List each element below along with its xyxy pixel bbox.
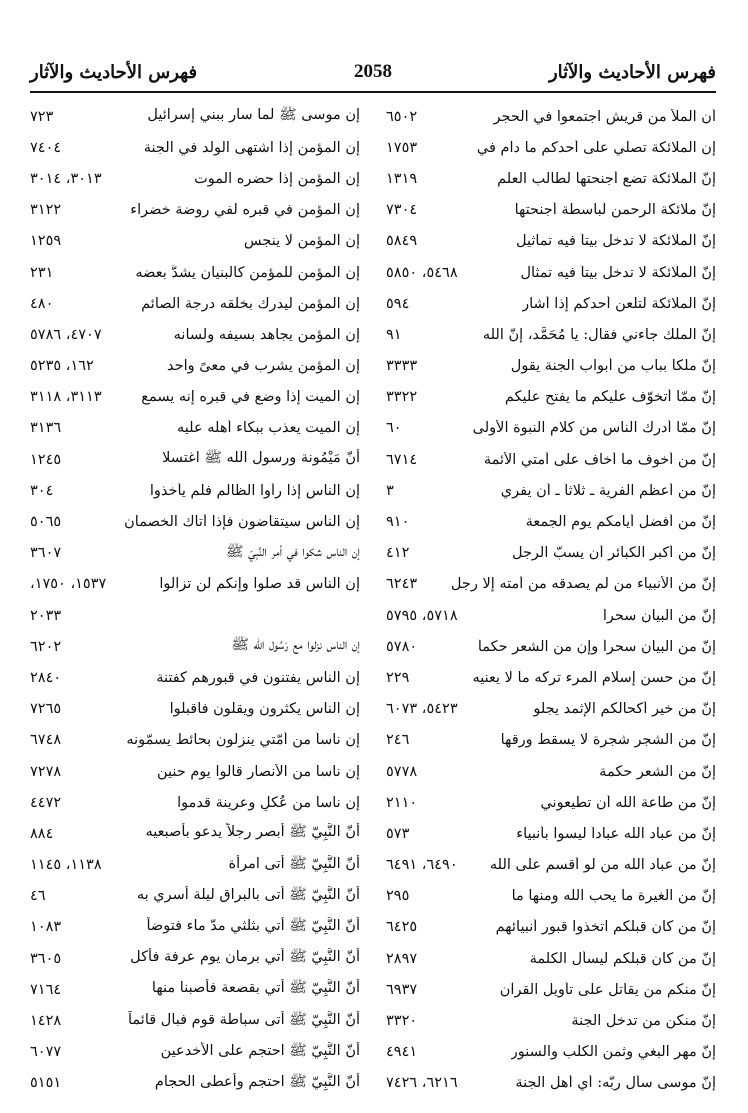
hadith-text: إنّ من البيان سحراً وإن من الشعر حكماً — [477, 638, 716, 655]
hadith-text: إن موسى ﷺ لما سار ببني إسرائيل — [147, 107, 360, 124]
index-entry — [30, 1068, 360, 1099]
hadith-text: إنّ من عباد الله من لو أقسم على الله — [489, 857, 716, 874]
hadith-text: إنّ من طاعة الله أن تطيعوني — [540, 794, 716, 811]
index-entry — [386, 850, 716, 881]
index-entry — [30, 943, 360, 974]
hadith-text: إن الناس سيتقاضون فإذا أتاك الخصمان — [124, 514, 360, 531]
hadith-ref-number: ٣ — [386, 482, 394, 499]
index-entry — [30, 382, 360, 413]
hadith-text: إنّ من الشجر شجرة لا يسقط ورقها — [500, 732, 716, 749]
hadith-text: إنّ من خير أكحالكم الإثمد يجلو — [533, 701, 716, 718]
index-entry — [386, 725, 716, 756]
hadith-ref-number: ٤٨٠ — [30, 295, 54, 312]
index-entry — [386, 101, 716, 132]
index-entry — [30, 444, 360, 475]
index-entry — [386, 475, 716, 506]
hadith-ref-number: ٦٢٤٣ — [386, 576, 418, 593]
left-column — [30, 101, 360, 1113]
hadith-text: إنّ الملائكة لا تدخل بيتاً فيه تمثال — [520, 264, 716, 281]
hadith-ref-number: ٥٧٧٨ — [386, 763, 418, 780]
index-entry — [386, 1005, 716, 1036]
hadith-text: إنّ موسى سأل ربّه: أي أهل الجنة — [515, 1075, 716, 1092]
index-entry — [30, 694, 360, 725]
index-entry — [30, 569, 360, 600]
hadith-ref-number: ٤٧٠٧، ٥٧٨٦ — [30, 326, 102, 343]
hadith-ref-number: ٧٤٠٤ — [30, 139, 62, 156]
index-entry — [386, 694, 716, 725]
hadith-ref-number: ٢٣١ — [30, 264, 54, 281]
header-title-right: فهرس الأحاديث والآثار — [548, 61, 716, 83]
index-entry — [386, 382, 716, 413]
hadith-text: إنّ من أخوف ما أخاف على أمتي الأئمة — [483, 451, 716, 468]
hadith-ref-number: ٧٢٣ — [30, 108, 54, 125]
index-entry — [386, 881, 716, 912]
hadith-ref-number: ٩١٠ — [386, 514, 410, 531]
index-entry — [30, 506, 360, 537]
hadith-text: إن المؤمن إذا اشتهى الولد في الجنة — [143, 139, 360, 156]
hadith-text: إنّ من الشعر حكمة — [599, 763, 716, 780]
hadith-ref-number: ٦٧٤٨ — [30, 732, 62, 749]
hadith-ref-number: ٦٢٠٢ — [30, 638, 62, 655]
index-entry — [386, 351, 716, 382]
hadith-text: إنّ ممّا أتخوّف عليكم ما يفتح عليكم — [504, 389, 716, 406]
hadith-ref-number: ٣١٣٦ — [30, 420, 62, 437]
hadith-text: إن ناساً من عُكلٍ وعرينة قدموا — [177, 794, 360, 811]
index-entry — [30, 1005, 360, 1036]
hadith-text: إن المؤمن للمؤمن كالبنيان يشدُّ بعضه — [135, 264, 360, 281]
hadith-text: إنّ ملائكة الرحمن لباسطة أجنحتها — [514, 202, 716, 219]
index-entry — [30, 881, 360, 912]
index-entry — [386, 413, 716, 444]
index-entry — [30, 725, 360, 756]
hadith-ref-number: ١٣١٩ — [386, 170, 418, 187]
index-entry — [30, 288, 360, 319]
hadith-ref-number: ٤٦ — [30, 888, 46, 905]
hadith-ref-number: ٢١١٠ — [386, 794, 418, 811]
index-entry — [386, 943, 716, 974]
hadith-text: إنّ ممّا أدرك الناس من كلام النبوة الأولى — [472, 420, 716, 437]
index-entry — [30, 413, 360, 444]
hadith-ref-number: ٣٣٢٠ — [386, 1013, 418, 1030]
hadith-text: أنّ النَّبِيّ ﷺ احتجم على الأخدعين — [160, 1042, 360, 1059]
hadith-text: إنّ من أفضل أيامكم يوم الجمعة — [525, 514, 716, 531]
hadith-ref-number: ٥٤٦٨، ٥٨٥٠ — [386, 264, 458, 281]
header-title-left: فهرس الأحاديث والآثار — [30, 61, 198, 83]
hadith-ref-number: ٧٣٠٤ — [386, 202, 418, 219]
hadith-text: إن المؤمن يجاهد بسيفه ولسانه — [173, 326, 360, 343]
header-divider — [30, 91, 716, 93]
hadith-ref-number: ١٥٣٧، ١٧٥٠، — [30, 576, 107, 593]
hadith-text: إن الميت إذا وضع في قبره إنه يسمع — [141, 389, 360, 406]
page-number: 2058 — [354, 61, 392, 82]
hadith-ref-number: ٦٤٩٠، ٦٤٩١ — [386, 857, 458, 874]
hadith-ref-number: ١٢٥٩ — [30, 233, 62, 250]
hadith-text: إنّ الملائكة تضع أجنحتها لطالب العلم — [497, 170, 716, 187]
hadith-text: إن الناس يكثرون ويقلون فاقبلوا — [169, 701, 360, 718]
index-entry — [386, 132, 716, 163]
index-entry — [30, 475, 360, 506]
hadith-text: إن الناس إذا رأوا الظالم فلم يأخذوا — [149, 482, 360, 499]
hadith-ref-number: ١١٣٨، ١١٤٥ — [30, 857, 102, 874]
hadith-text: أن الملأ من قريش اجتمعوا في الحجر — [493, 108, 716, 125]
index-entry — [30, 351, 360, 382]
index-entry — [386, 226, 716, 257]
hadith-ref-number: ٥٤٢٣، ٦٠٧٣ — [386, 701, 458, 718]
index-entry — [30, 912, 360, 943]
hadith-ref-number: ٣١٢٢ — [30, 202, 62, 219]
index-entry — [386, 257, 716, 288]
hadith-text: إن الميت يعذب ببكاء أهله عليه — [177, 420, 360, 437]
index-entry — [30, 226, 360, 257]
hadith-ref-number: ٢٨٤٠ — [30, 669, 62, 686]
index-entry — [386, 195, 716, 226]
index-entry — [386, 631, 716, 662]
hadith-ref-number: ٥٧٣ — [386, 825, 410, 842]
hadith-text: إن ناساً من أمّتي ينزلون بحائط يسمّونه — [126, 732, 360, 749]
hadith-text: إن المؤمن إذا حضره الموت — [194, 170, 360, 187]
hadith-text: إنّ ملكاً بباب من أبواب الجنة يقول — [510, 358, 716, 375]
index-entry — [386, 1068, 716, 1099]
hadith-ref-number: ٥٧٨٠ — [386, 638, 418, 655]
index-entry — [30, 756, 360, 787]
index-entry — [386, 319, 716, 350]
index-entry — [30, 101, 360, 132]
hadith-text: إن ناساً من الأنصار قالوا يوم حنين — [156, 763, 360, 780]
hadith-text: أنّ النَّبِيّ ﷺ أبصر رجلاً يدعو بأصبعيه — [145, 824, 360, 841]
hadith-text: أنّ مَيْمُونة ورسول الله ﷺ اغتسلا — [162, 450, 360, 467]
hadith-text: إنّ من البيان سحراً — [602, 607, 716, 624]
hadith-ref-number: ٢٤٦ — [386, 732, 410, 749]
hadith-ref-number: ٨٨٤ — [30, 825, 54, 842]
hadith-ref-number: ٤٤٧٢ — [30, 794, 62, 811]
index-entry — [30, 1037, 360, 1068]
hadith-text: إنّ من أعظم الفرية ـ ثلاثاً ـ أن يفري — [500, 482, 716, 499]
hadith-text: إنّ من كان قبلكم اتخذوا قبور أنبيائهم — [495, 919, 716, 936]
hadith-text: إن المؤمن ليدرك بخلقه درجة الصائم — [141, 295, 360, 312]
hadith-ref-number: ٢٩٥ — [386, 888, 410, 905]
hadith-text: أنّ النَّبِيّ ﷺ أتى امرأة — [228, 855, 360, 872]
hadith-text: إن المؤمن في قبره لفي روضة خضراء — [130, 202, 360, 219]
hadith-text: إنّ منكم من يقاتل على تأويل القرآن — [499, 981, 716, 998]
hadith-text: إنّ من أكبر الكبائر أن يسبّ الرجل — [511, 545, 716, 562]
hadith-ref-number: ٢٨٩٧ — [386, 950, 418, 967]
hadith-text: إن الملائكة تصلي على أحدكم ما دام في — [476, 139, 716, 156]
index-entry — [30, 787, 360, 818]
hadith-text: إنّ الملك جاءني فقال: يا مُحَمَّد، إنّ الله — [482, 326, 716, 343]
hadith-text: أنّ النَّبِيّ ﷺ احتجم وأعطى الحجام — [154, 1073, 360, 1090]
hadith-text: إنّ مهر البغي وثمن الكلب والسنور — [510, 1044, 716, 1061]
index-entry — [30, 163, 360, 194]
index-entry — [30, 132, 360, 163]
hadith-ref-number: ١٠٨٣ — [30, 919, 62, 936]
hadith-text: إن الناس يفتنون في قبورهم كفتنة — [156, 669, 360, 686]
hadith-text: إنّ من كان قبلكم ليسأل الكلمة — [529, 950, 716, 967]
hadith-ref-number: ٧٢٧٨ — [30, 763, 62, 780]
hadith-ref-number: ٥٩٤ — [386, 295, 410, 312]
hadith-text: أنّ النَّبِيّ ﷺ أتي بقصعة فأصبنا منها — [151, 980, 360, 997]
hadith-ref-number: ٢٠٣٣ — [30, 607, 62, 624]
hadith-ref-number: ٣٠١٣، ٣٠١٤ — [30, 170, 102, 187]
hadith-text: إنّ منكن من تدخل الجنة — [571, 1013, 716, 1030]
index-entry — [386, 288, 716, 319]
index-entry — [386, 506, 716, 537]
hadith-ref-number: ١٢٤٥ — [30, 451, 62, 468]
index-entry — [386, 1037, 716, 1068]
hadith-ref-number: ٤١٢ — [386, 545, 410, 562]
hadith-text: إن الناس شكوا في أمر النَّبِيّ ﷺ — [226, 543, 360, 560]
hadith-ref-number: ٥١٥١ — [30, 1075, 62, 1092]
hadith-ref-number: ٣٦٠٧ — [30, 545, 62, 562]
hadith-ref-number: ١٤٢٨ — [30, 1013, 62, 1030]
hadith-text: إن المؤمن يشرب في معىً واحد — [167, 358, 360, 375]
hadith-ref-number: ٣٣٢٢ — [386, 389, 418, 406]
hadith-ref-number: ٦٧١٤ — [386, 451, 418, 468]
hadith-ref-number: ٣١١٣، ٣١١٨ — [30, 389, 102, 406]
hadith-ref-number: ٥٠٦٥ — [30, 514, 62, 531]
hadith-ref-number: ١٦٢، ٥٢٣٥ — [30, 358, 94, 375]
hadith-ref-number: ١٧٥٣ — [386, 139, 418, 156]
index-entry — [386, 538, 716, 569]
index-entry — [30, 195, 360, 226]
hadith-ref-number: ٦٥٠٢ — [386, 108, 418, 125]
index-entry — [386, 912, 716, 943]
hadith-text: إن المؤمن لا ينجس — [243, 233, 360, 250]
index-entry — [386, 600, 716, 631]
index-entry — [30, 850, 360, 881]
index-entry — [30, 631, 360, 662]
index-entry — [386, 569, 716, 600]
hadith-text: إن الناس نزلوا مع رَسُول الله ﷺ — [231, 637, 360, 654]
index-entry — [386, 662, 716, 693]
index-entry — [30, 319, 360, 350]
index-entry — [386, 974, 716, 1005]
index-entry — [30, 600, 360, 631]
hadith-ref-number: ٦٠٧٧ — [30, 1044, 62, 1061]
hadith-text: أنّ النَّبِيّ ﷺ أتي برمان يوم عرفة فأكل — [130, 949, 360, 966]
hadith-ref-number: ٩١ — [386, 326, 402, 343]
index-entry — [30, 257, 360, 288]
hadith-text: أنّ النَّبِيّ ﷺ أتي بثلثي مدّ ماء فتوضأ — [146, 917, 360, 934]
hadith-text: أنّ النَّبِيّ ﷺ أتى بالبراق ليلة أُسري به — [136, 886, 360, 903]
hadith-ref-number: ٥٧١٨، ٥٧٩٥ — [386, 607, 458, 624]
index-entry — [386, 163, 716, 194]
hadith-text: إن الناس قد صلوا وإنكم لن تزالوا — [159, 576, 360, 593]
hadith-text: إنّ الملائكة لتلعن أحدكم إذا أشار — [522, 295, 716, 312]
hadith-ref-number: ٧٢٦٥ — [30, 701, 62, 718]
hadith-ref-number: ٤٩٤١ — [386, 1044, 418, 1061]
hadith-ref-number: ٣٣٣٣ — [386, 358, 418, 375]
index-entry — [30, 818, 360, 849]
hadith-text: إنّ من الأنبياء من لم يصدقه من أمته إلا رجل — [450, 576, 716, 593]
hadith-text: إنّ من عباد الله عباداً ليسوا بأنبياء — [516, 825, 716, 842]
hadith-ref-number: ٢٢٩ — [386, 669, 410, 686]
index-entry — [30, 538, 360, 569]
index-entry — [386, 818, 716, 849]
hadith-ref-number: ٦٠ — [386, 420, 402, 437]
hadith-ref-number: ٣٦٠٥ — [30, 950, 62, 967]
index-entry — [30, 974, 360, 1005]
hadith-ref-number: ٥٨٤٩ — [386, 233, 418, 250]
right-column — [386, 101, 716, 1113]
hadith-ref-number: ٦٩٣٧ — [386, 981, 418, 998]
hadith-text: إنّ من حسن إسلام المرء تركه ما لا يعنيه — [472, 669, 716, 686]
hadith-ref-number: ٦٤٢٥ — [386, 919, 418, 936]
hadith-text: إنّ من الغيرة ما يحب الله ومنها ما — [511, 888, 716, 905]
index-entry — [386, 444, 716, 475]
page-header — [30, 52, 716, 92]
index-entry — [386, 787, 716, 818]
hadith-ref-number: ٣٠٤ — [30, 482, 54, 499]
index-entry — [30, 662, 360, 693]
hadith-text: أنّ النَّبِيّ ﷺ أتى سباطة قوم فبال قائماً — [128, 1011, 360, 1028]
index-columns — [30, 101, 716, 1113]
hadith-text: إنّ الملائكة لا تدخل بيتاً فيه تماثيل — [515, 233, 716, 250]
hadith-ref-number: ٧١٦٤ — [30, 981, 62, 998]
hadith-ref-number: ٦٢١٦، ٧٤٢٦ — [386, 1075, 458, 1092]
index-entry — [386, 756, 716, 787]
